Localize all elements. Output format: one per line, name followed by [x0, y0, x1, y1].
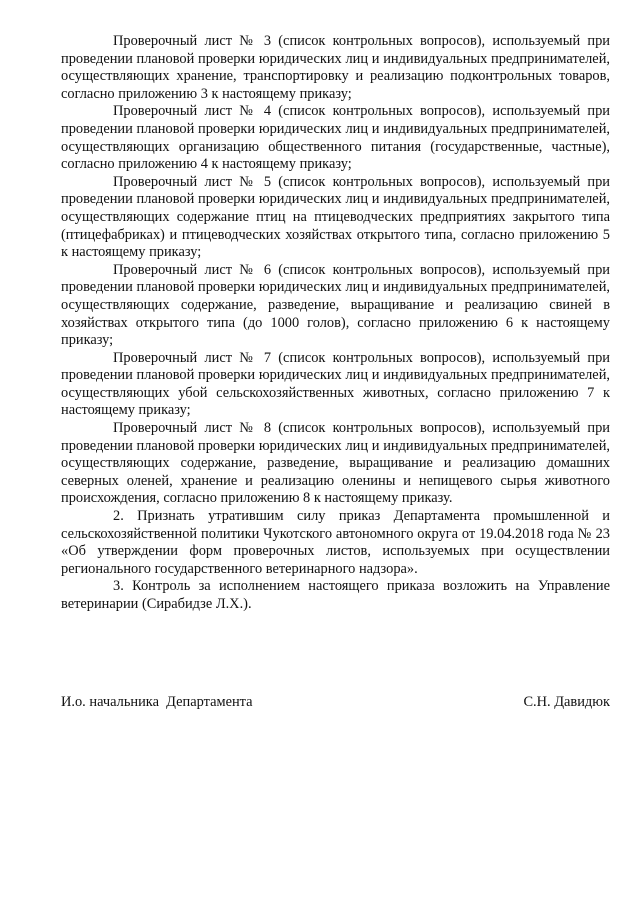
document-body: [61, 33, 610, 614]
paragraph-checklist-7: Проверочный лист № 7 (список контрольных вопросов), используемый при проведении плановой проверки юридических лиц и индивидуальных предпринимателей, осуществляющих убой сельскохозяйственных животных, согласно приложению 7 к настоящему приказу;: [61, 349, 610, 419]
paragraph-item-3: 3. Контроль за исполнением настоящего приказа возложить на Управление ветеринарии (Сирабидзе Л.Х.).: [61, 578, 610, 612]
paragraph-checklist-4: Проверочный лист № 4 (список контрольных вопросов), используемый при проведении плановой проверки юридических лиц и индивидуальных предпринимателей, осуществляющих организацию общественного питания (государственные, частные), согласно приложению 4 к настоящему приказу;: [61, 103, 610, 173]
paragraph-item-2: 2. Признать утратившим силу приказ Департамента промышленной и сельскохозяйственной политики Чукотского автономного округа от 19.04.2018 года № 23 «Об утверждении форм проверочных листов, используемых при осуществлении регионального государственного ветеринарного надзора».: [61, 508, 610, 577]
signatory-name: С.Н. Давидюк: [523, 694, 610, 710]
paragraph-checklist-3: Проверочный лист № 3 (список контрольных вопросов), используемый при проведении плановой проверки юридических лиц и индивидуальных предпринимателей, осуществляющих хранение, транспортировку и реализацию подконтрольных товаров, согласно приложению 3 к настоящему приказу;: [61, 33, 610, 102]
signature-block: [61, 694, 610, 712]
paragraph-checklist-6: Проверочный лист № 6 (список контрольных вопросов), используемый при проведении плановой проверки юридических лиц и индивидуальных предпринимателей, осуществляющих содержание, разведение, выращивание и реализацию свиней в хозяйствах открытого типа (до 1000 голов), согласно приложению 6 к настоящему приказу;: [61, 261, 610, 349]
signatory-title: И.о. начальника Департамента: [61, 694, 253, 710]
paragraph-checklist-5: Проверочный лист № 5 (список контрольных вопросов), используемый при проведении плановой проверки юридических лиц и индивидуальных предпринимателей, осуществляющих содержание птиц на птицеводческих предприятиях закрытого типа (птицефабриках) и птицеводческих хозяйствах открытого типа, согласно приложению 5 к настоящему приказу;: [61, 173, 610, 261]
paragraph-checklist-8: Проверочный лист № 8 (список контрольных вопросов), используемый при проведении плановой проверки юридических лиц и индивидуальных предпринимателей, осуществляющих содержание, разведение, выращивание и реализацию домашних северных оленей, хранение и реализацию оленины и непищевого сырья животного происхождения, согласно приложению 8 к настоящему приказу.: [61, 420, 610, 507]
